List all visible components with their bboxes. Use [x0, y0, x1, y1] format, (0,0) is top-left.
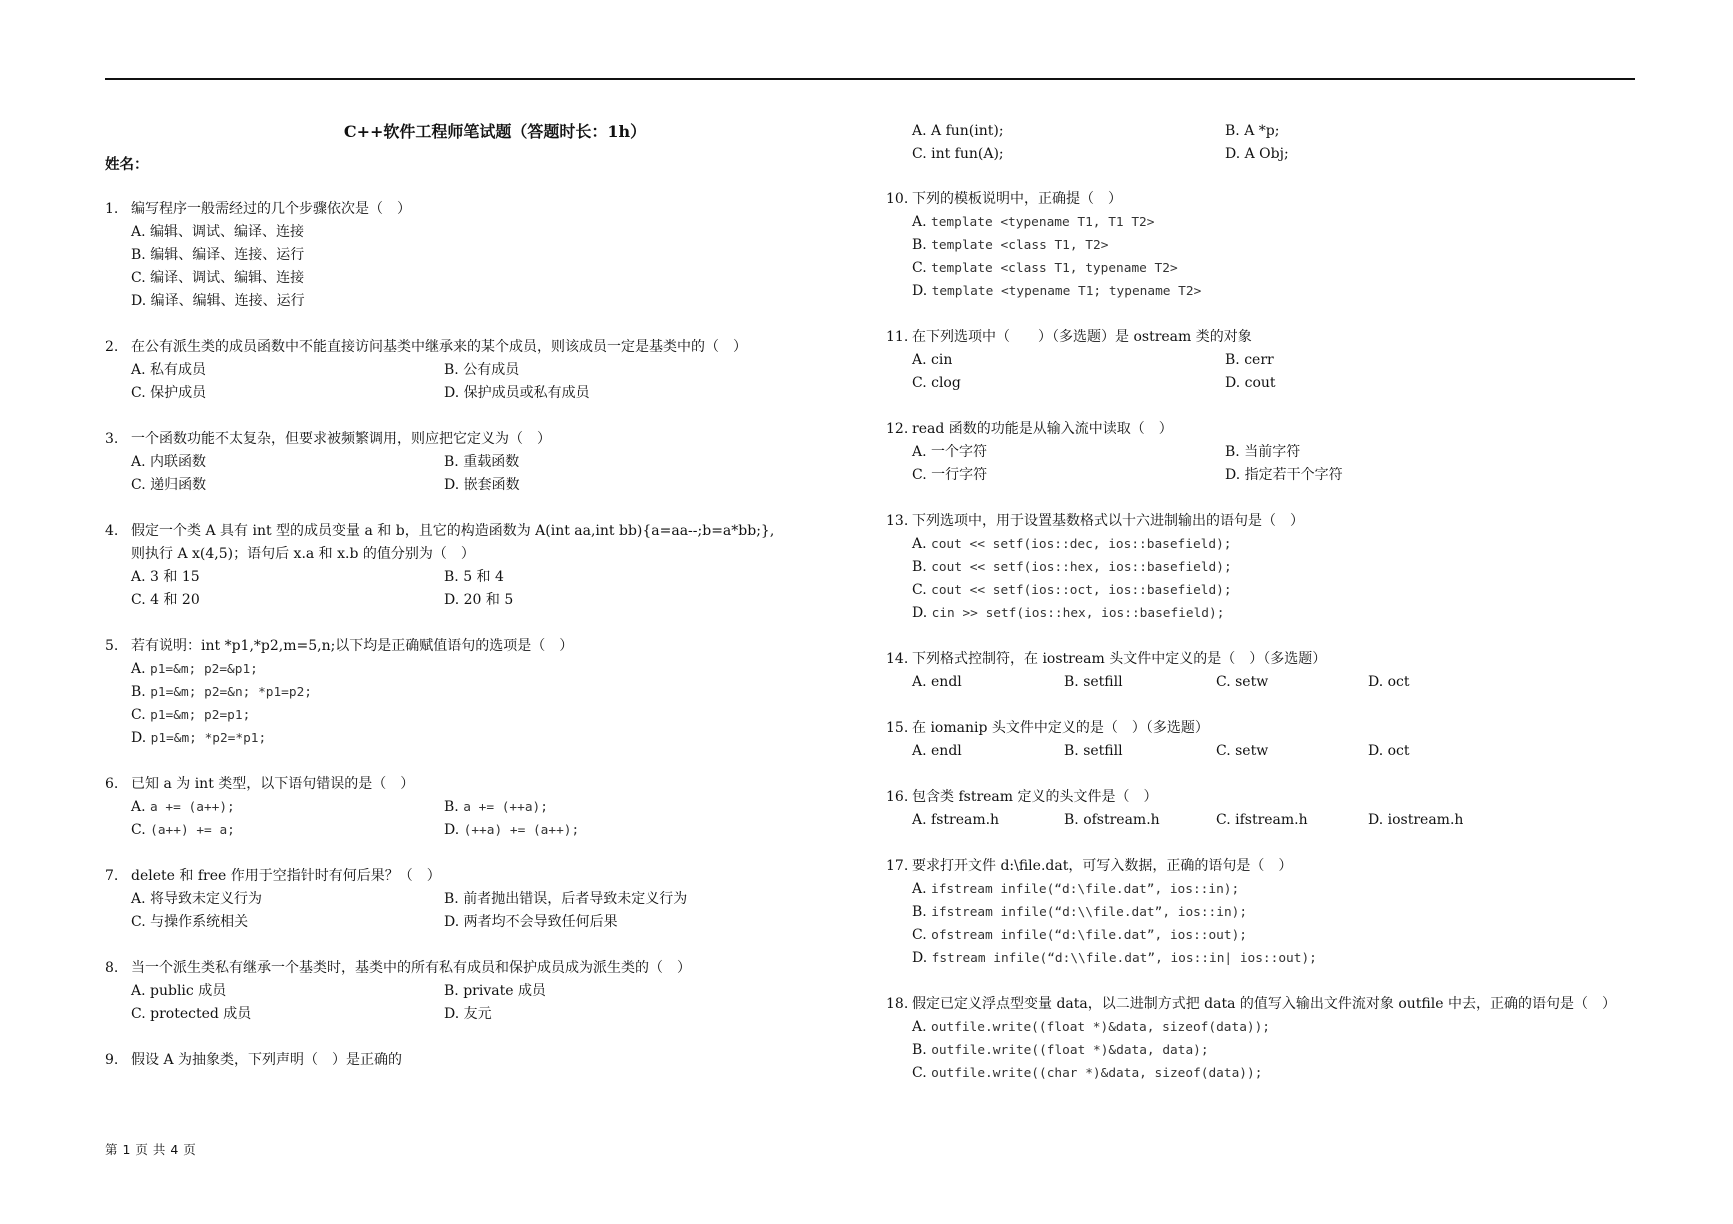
option: B. 公有成员 — [444, 362, 520, 378]
option: A. a += (a++); — [131, 799, 235, 815]
option: D. p1=&m; *p2=*p1; — [131, 730, 267, 746]
option-row — [131, 727, 865, 750]
option-list — [886, 878, 1666, 970]
option: B. a += (++a); — [444, 799, 548, 815]
option: D. 编译、编辑、连接、运行 — [131, 293, 305, 309]
option: A. outfile.write((float *)&data, sizeof(data)); — [912, 1019, 1271, 1035]
question-number: 13. — [886, 513, 909, 529]
question-text: 当一个派生类私有继承一个基类时，基类中的所有私有成员和保护成员成为派生类的（ ） — [131, 960, 691, 976]
option-row — [912, 280, 1666, 303]
option: B. 重载函数 — [444, 454, 520, 470]
question-number: 2. — [105, 339, 119, 355]
option: D. A Obj; — [1225, 146, 1289, 162]
option: A. 私有成员 — [131, 362, 207, 378]
option-list — [886, 349, 1666, 395]
option-code: template <class T1, typename T2> — [931, 261, 1178, 276]
option: A. public 成员 — [131, 983, 227, 999]
question-stem — [105, 957, 865, 980]
question-stem — [105, 336, 865, 359]
question-13 — [886, 510, 1666, 625]
option: B. A *p; — [1225, 123, 1280, 139]
option: B. 5 和 4 — [444, 569, 504, 585]
option: A. fstream.h — [912, 812, 1000, 828]
option: D. template <typename T1; typename T2> — [912, 283, 1202, 299]
question-stem — [886, 855, 1666, 878]
option: D. 友元 — [444, 1006, 492, 1022]
option-list — [886, 671, 1666, 694]
option: C. 4 和 20 — [131, 592, 200, 608]
option-code: cin >> setf(ios::hex, ios::basefield); — [931, 606, 1225, 621]
question-number: 8. — [105, 960, 119, 976]
question-text: read 函数的功能是从输入流中读取（ ） — [912, 421, 1173, 437]
option: A. 3 和 15 — [131, 569, 200, 585]
question-stem — [105, 428, 865, 451]
question-18 — [886, 993, 1666, 1085]
option: A. 一个字符 — [912, 444, 988, 460]
question-12 — [886, 418, 1666, 487]
option: B. 编辑、编译、连接、运行 — [131, 247, 305, 263]
question-number: 4. — [105, 523, 119, 539]
option-row — [912, 441, 1666, 464]
question-text: 在公有派生类的成员函数中不能直接访问基类中继承来的某个成员，则该成员一定是基类中的（ ） — [131, 339, 747, 355]
option-row — [912, 947, 1666, 970]
option-row — [912, 556, 1666, 579]
option: A. 编辑、调试、编译、连接 — [131, 224, 305, 240]
option-code: (a++) += a; — [150, 823, 235, 838]
question-text: 编写程序一般需经过的几个步骤依次是（ ） — [131, 201, 411, 217]
option: C. p1=&m; p2=p1; — [131, 707, 251, 723]
option-row — [131, 221, 865, 244]
question-stem — [105, 520, 865, 543]
option-code: cout << setf(ios::hex, ios::basefield); — [931, 560, 1232, 575]
option-row — [912, 257, 1666, 280]
option: C. template <class T1, typename T2> — [912, 260, 1178, 276]
option-code: template <typename T1, T1 T2> — [931, 215, 1155, 230]
option: D. iostream.h — [1368, 812, 1464, 828]
option-code: outfile.write((float *)&data, data); — [931, 1043, 1209, 1058]
option-row — [131, 474, 865, 497]
question-stem — [105, 635, 865, 658]
option: D. oct — [1368, 743, 1410, 759]
option-list — [886, 211, 1666, 303]
question-text: 在下列选项中（ ）（多选题）是 ostream 类的对象 — [912, 329, 1252, 345]
option-row — [912, 809, 1666, 832]
option: B. 当前字符 — [1225, 444, 1301, 460]
option: A. cin — [912, 352, 953, 368]
option-list — [886, 441, 1666, 487]
question-stem — [105, 773, 865, 796]
option-code: p1=&m; p2=&p1; — [150, 662, 258, 677]
option: C. 与操作系统相关 — [131, 914, 249, 930]
option-row — [912, 1062, 1666, 1085]
question-1 — [105, 198, 865, 313]
option-row — [912, 878, 1666, 901]
question-6 — [105, 773, 865, 842]
question-stem — [886, 786, 1666, 809]
option-row — [912, 1039, 1666, 1062]
option: A. 内联函数 — [131, 454, 207, 470]
option-code: ifstream infile(“d:\\file.dat”, ios::in); — [931, 905, 1248, 920]
question-stem — [886, 326, 1666, 349]
option-row — [912, 143, 1666, 166]
question-10 — [886, 188, 1666, 303]
option: D. 20 和 5 — [444, 592, 514, 608]
option-row — [131, 566, 865, 589]
question-stem — [886, 418, 1666, 441]
question-16 — [886, 786, 1666, 832]
option: C. 编译、调试、编辑、连接 — [131, 270, 305, 286]
question-8 — [105, 957, 865, 1026]
question-number: 6. — [105, 776, 119, 792]
option-row — [131, 888, 865, 911]
question-stem — [886, 510, 1666, 533]
option-row — [912, 464, 1666, 487]
option-row — [131, 796, 865, 819]
right-column — [886, 120, 1666, 1108]
option: C. cout << setf(ios::oct, ios::basefield); — [912, 582, 1232, 598]
option-row — [131, 290, 865, 313]
option-row — [131, 382, 865, 405]
question-3 — [105, 428, 865, 497]
question-15 — [886, 717, 1666, 763]
option-row — [912, 120, 1666, 143]
option: D. fstream infile(“d:\\file.dat”, ios::in| ios::out); — [912, 950, 1317, 966]
question-number: 16. — [886, 789, 909, 805]
option-code: ifstream infile(“d:\file.dat”, ios::in); — [931, 882, 1240, 897]
option: B. cout << setf(ios::hex, ios::basefield); — [912, 559, 1232, 575]
option-code: fstream infile(“d:\\file.dat”, ios::in| ios::out); — [931, 951, 1317, 966]
header-rule — [105, 78, 1635, 80]
option-code: cout << setf(ios::oct, ios::basefield); — [931, 583, 1232, 598]
question-stem — [105, 1049, 865, 1072]
option-row — [912, 901, 1666, 924]
option-code: p1=&m; p2=&n; *p1=p2; — [150, 685, 312, 700]
option-row — [131, 451, 865, 474]
question-number: 5. — [105, 638, 119, 654]
option: B. p1=&m; p2=&n; *p1=p2; — [131, 684, 312, 700]
option: A. endl — [912, 674, 962, 690]
question-stem — [886, 648, 1666, 671]
option-row — [131, 244, 865, 267]
option: A. template <typename T1, T1 T2> — [912, 214, 1155, 230]
question-17 — [886, 855, 1666, 970]
option: B. cerr — [1225, 352, 1274, 368]
option-list — [886, 1016, 1666, 1085]
option-row — [912, 372, 1666, 395]
option-list — [886, 533, 1666, 625]
question-text: 若有说明：int *p1,*p2,m=5,n;以下均是正确赋值语句的选项是（ ） — [131, 638, 574, 654]
question-text: 要求打开文件 d:\file.dat，可写入数据，正确的语句是（ ） — [912, 858, 1293, 874]
question-number: 17. — [886, 858, 909, 874]
question-text: delete 和 free 作用于空指针时有何后果？（ ） — [131, 868, 441, 884]
option-code: cout << setf(ios::dec, ios::basefield); — [931, 537, 1232, 552]
option: A. A fun(int); — [912, 123, 1004, 139]
question-text: 假定一个类 A 具有 int 型的成员变量 a 和 b，且它的构造函数为 A(int aa,int bb){a=aa--;b=a*bb;}, — [131, 523, 775, 539]
option: A. ifstream infile(“d:\file.dat”, ios::in); — [912, 881, 1240, 897]
option-list — [105, 359, 865, 405]
option-code: (++a) += (a++); — [463, 823, 580, 838]
option-list — [105, 451, 865, 497]
option: A. p1=&m; p2=&p1; — [131, 661, 258, 677]
left-column — [105, 120, 865, 1095]
question-text: 假定已定义浮点型变量 data，以二进制方式把 data 的值写入输出文件流对象 outfile 中去，正确的语句是（ ） — [912, 996, 1616, 1012]
option-code: a += (++a); — [463, 800, 548, 815]
option: C. setw — [1216, 674, 1269, 690]
option: D. 嵌套函数 — [444, 477, 520, 493]
question-text: 已知 a 为 int 类型，以下语句错误的是（ ） — [131, 776, 415, 792]
option-row — [131, 658, 865, 681]
question-text: 包含类 fstream 定义的头文件是（ ） — [912, 789, 1158, 805]
option-list — [105, 566, 865, 612]
question-11 — [886, 326, 1666, 395]
question-number: 1. — [105, 201, 119, 217]
option-row — [912, 924, 1666, 947]
option-row — [131, 980, 865, 1003]
question-9-options — [886, 120, 1666, 166]
option-row — [131, 1003, 865, 1026]
option-row — [912, 533, 1666, 556]
question-number: 11. — [886, 329, 909, 345]
option: B. ofstream.h — [1064, 812, 1160, 828]
question-stem — [886, 993, 1666, 1016]
option-list — [105, 221, 865, 313]
option: B. private 成员 — [444, 983, 546, 999]
option-list — [105, 796, 865, 842]
option: D. cin >> setf(ios::hex, ios::basefield); — [912, 605, 1225, 621]
option-list — [886, 809, 1666, 832]
option: D. (++a) += (a++); — [444, 822, 580, 838]
option: C. 一行字符 — [912, 467, 988, 483]
question-9 — [105, 1049, 865, 1072]
question-text: 假设 A 为抽象类，下列声明（ ）是正确的 — [131, 1052, 403, 1068]
option: A. endl — [912, 743, 962, 759]
question-14 — [886, 648, 1666, 694]
question-number: 14. — [886, 651, 909, 667]
option: C. ifstream.h — [1216, 812, 1308, 828]
option-row — [131, 267, 865, 290]
option-row — [131, 911, 865, 934]
option: D. 两者均不会导致任何后果 — [444, 914, 618, 930]
question-stem — [886, 717, 1666, 740]
option-list — [105, 658, 865, 750]
option: A. 将导致未定义行为 — [131, 891, 263, 907]
question-2 — [105, 336, 865, 405]
option: C. clog — [912, 375, 961, 391]
option-code: a += (a++); — [150, 800, 235, 815]
option-row — [912, 1016, 1666, 1039]
option: B. ifstream infile(“d:\\file.dat”, ios::in); — [912, 904, 1248, 920]
question-4 — [105, 520, 865, 612]
option-row — [131, 704, 865, 727]
question-text: 一个函数功能不太复杂，但要求被频繁调用，则应把它定义为（ ） — [131, 431, 551, 447]
option: C. protected 成员 — [131, 1006, 252, 1022]
right-question-list — [886, 188, 1666, 1085]
option-row — [131, 589, 865, 612]
question-text: 下列格式控制符，在 iostream 头文件中定义的是（ ）（多选题） — [912, 651, 1327, 667]
option-code: p1=&m; *p2=*p1; — [150, 731, 267, 746]
option-list — [105, 980, 865, 1026]
question-stem — [886, 188, 1666, 211]
option-row — [131, 681, 865, 704]
question-number: 12. — [886, 421, 909, 437]
question-7 — [105, 865, 865, 934]
option-code: outfile.write((float *)&data, sizeof(data)); — [931, 1020, 1271, 1035]
option: C. ofstream infile(“d:\file.dat”, ios::out); — [912, 927, 1248, 943]
option-row — [912, 234, 1666, 257]
question-number: 18. — [886, 996, 909, 1012]
name-label: 姓名： — [105, 156, 149, 173]
option-code: outfile.write((char *)&data, sizeof(data)); — [931, 1066, 1263, 1081]
option-list — [105, 888, 865, 934]
exam-title: C++软件工程师笔试题（答题时长：1h） — [343, 122, 647, 141]
option: C. 递归函数 — [131, 477, 207, 493]
question-number: 7. — [105, 868, 119, 884]
question-text-cont: 则执行 A x(4,5)；语句后 x.a 和 x.b 的值分别为（ ） — [131, 546, 475, 562]
option-row — [131, 819, 865, 842]
option-code: template <typename T1; typename T2> — [931, 284, 1202, 299]
option-list — [886, 740, 1666, 763]
option-row — [912, 740, 1666, 763]
option-row — [912, 579, 1666, 602]
option: D. oct — [1368, 674, 1410, 690]
question-text: 下列的模板说明中，正确提（ ） — [912, 191, 1122, 207]
question-number: 15. — [886, 720, 909, 736]
option-code: p1=&m; p2=p1; — [150, 708, 251, 723]
question-stem — [105, 198, 865, 221]
question-stem — [105, 865, 865, 888]
option: D. 指定若干个字符 — [1225, 467, 1343, 483]
option: C. setw — [1216, 743, 1269, 759]
question-number: 10. — [886, 191, 909, 207]
option: D. 保护成员或私有成员 — [444, 385, 590, 401]
option-row — [131, 359, 865, 382]
option-code: ofstream infile(“d:\file.dat”, ios::out); — [931, 928, 1248, 943]
option: B. 前者抛出错误，后者导致未定义行为 — [444, 891, 688, 907]
option: C. (a++) += a; — [131, 822, 235, 838]
question-5 — [105, 635, 865, 750]
option-row — [912, 211, 1666, 234]
option: C. outfile.write((char *)&data, sizeof(data)); — [912, 1065, 1263, 1081]
option: B. template <class T1, T2> — [912, 237, 1109, 253]
option: B. setfill — [1064, 674, 1123, 690]
left-question-list — [105, 198, 865, 1072]
question-number: 3. — [105, 431, 119, 447]
page-number: 第 1 页 共 4 页 — [105, 1142, 197, 1157]
option-row — [912, 671, 1666, 694]
option: C. int fun(A); — [912, 146, 1004, 162]
option: D. cout — [1225, 375, 1276, 391]
option: B. setfill — [1064, 743, 1123, 759]
option-row — [912, 349, 1666, 372]
question-number: 9. — [105, 1052, 119, 1068]
question-text: 在 iomanip 头文件中定义的是（ ）（多选题） — [912, 720, 1209, 736]
option: C. 保护成员 — [131, 385, 207, 401]
option: A. cout << setf(ios::dec, ios::basefield); — [912, 536, 1232, 552]
question-text: 下列选项中，用于设置基数格式以十六进制输出的语句是（ ） — [912, 513, 1304, 529]
option-code: template <class T1, T2> — [931, 238, 1109, 253]
option: B. outfile.write((float *)&data, data); — [912, 1042, 1209, 1058]
option-row — [912, 602, 1666, 625]
